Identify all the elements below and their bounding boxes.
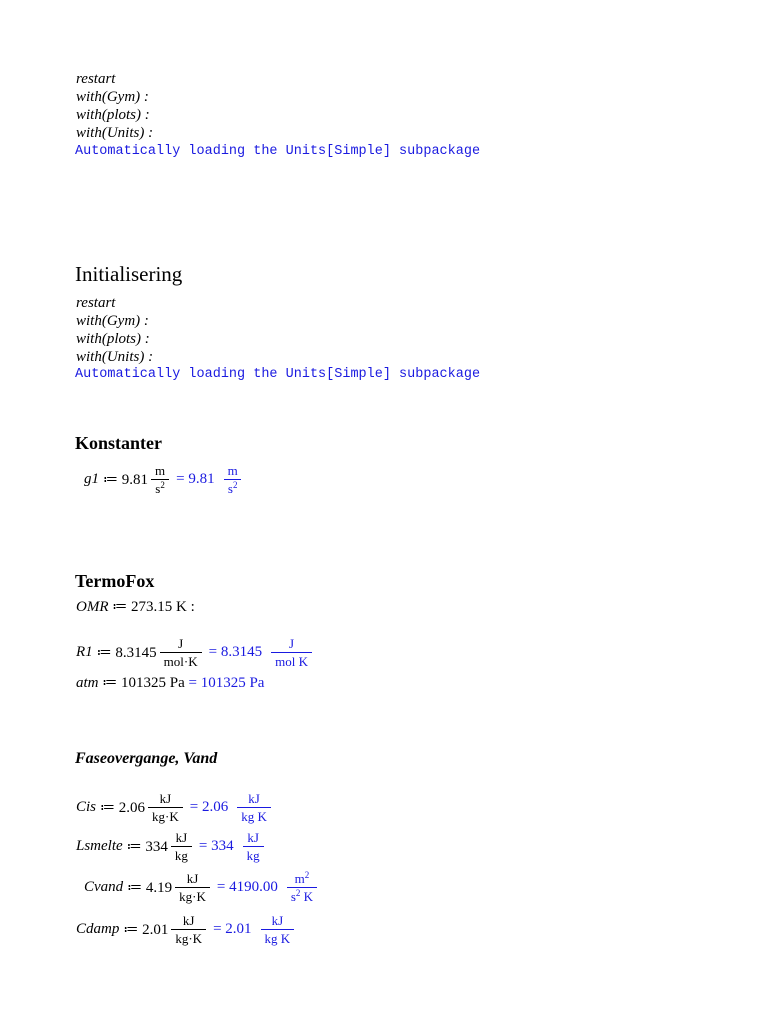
variable-name: R1 bbox=[76, 643, 93, 660]
result-unit-fraction: $\frac{kJ}{\text{kg K}}$ bbox=[237, 791, 271, 824]
command-line[interactable]: with(Units) : bbox=[76, 125, 154, 141]
assignment-value: ≔ 273.15 K : bbox=[112, 599, 195, 615]
result-value: = 101325 Pa bbox=[188, 675, 265, 691]
result-value: = 334 bbox=[198, 837, 234, 854]
equation-cdamp[interactable] bbox=[76, 910, 297, 948]
equation-atm[interactable] bbox=[76, 673, 264, 692]
section-heading: TermoFox bbox=[75, 571, 155, 591]
assignment-value: ≔ 334 bbox=[126, 838, 168, 855]
variable-name: OMR bbox=[76, 599, 109, 615]
command-line[interactable]: with(plots) : bbox=[76, 107, 150, 123]
equation-g1[interactable] bbox=[84, 460, 245, 498]
result-unit-fraction: $\frac{m^2}{s^2 K}$ bbox=[287, 871, 317, 904]
result-unit-fraction: $\frac{J}{\text{mol K}}$ bbox=[271, 636, 312, 669]
variable-name: Cdamp bbox=[76, 920, 120, 937]
command-block[interactable] bbox=[76, 294, 153, 366]
unit-fraction: $\frac{kJ}{kg\cdot K}$ bbox=[171, 913, 206, 946]
assignment-value: ≔ 8.3145 bbox=[96, 644, 157, 661]
assignment-value: ≔ 9.81 bbox=[103, 471, 148, 488]
assignment-value: ≔ 4.19 bbox=[127, 879, 173, 896]
command-line[interactable]: restart bbox=[76, 71, 116, 87]
unit-fraction: $\frac{kJ}{kg}$ bbox=[171, 830, 192, 863]
assignment-value: ≔ 101325 Pa bbox=[102, 675, 185, 691]
unit-fraction: $\frac{kJ}{kg\cdot K}$ bbox=[175, 871, 210, 904]
variable-name: Lsmelte bbox=[76, 837, 123, 854]
command-line[interactable]: restart bbox=[76, 295, 116, 311]
variable-name: atm bbox=[76, 675, 99, 691]
output-message: Automatically loading the Units[Simple] subpackage bbox=[75, 367, 481, 382]
variable-name: g1 bbox=[84, 470, 99, 487]
command-line[interactable]: with(Gym) : bbox=[76, 89, 149, 105]
command-line[interactable]: with(Units) : bbox=[76, 349, 154, 365]
equation-cis[interactable] bbox=[76, 788, 274, 826]
result-unit-fraction: $\frac{kJ}{\text{kg K}}$ bbox=[261, 913, 295, 946]
equation-cvand[interactable] bbox=[84, 868, 320, 906]
command-line[interactable]: with(plots) : bbox=[76, 331, 150, 347]
result-value: = 2.06 bbox=[189, 798, 229, 815]
result-value: = 8.3145 bbox=[208, 643, 263, 660]
result-unit-fraction: $\frac{m}{s^2}$ bbox=[224, 463, 242, 496]
command-line[interactable]: with(Gym) : bbox=[76, 313, 149, 329]
result-value: = 4190.00 bbox=[216, 878, 278, 895]
equation-r1[interactable] bbox=[76, 633, 315, 671]
unit-fraction: $\frac{m}{s^2}$ bbox=[151, 463, 169, 496]
command-block[interactable] bbox=[76, 70, 153, 142]
equation-omr[interactable] bbox=[76, 597, 195, 616]
section-heading: Konstanter bbox=[75, 433, 162, 453]
output-message: Automatically loading the Units[Simple] subpackage bbox=[75, 144, 481, 159]
variable-name: Cis bbox=[76, 798, 97, 815]
section-heading: Faseovergange, Vand bbox=[75, 750, 218, 767]
unit-fraction: $\frac{J}{\text{mol·K}}$ bbox=[160, 636, 202, 669]
result-value: = 9.81 bbox=[176, 470, 215, 487]
variable-name: Cvand bbox=[84, 878, 124, 895]
result-unit-fraction: $\frac{kJ}{kg}$ bbox=[243, 830, 264, 863]
assignment-value: ≔ 2.06 bbox=[100, 799, 146, 816]
unit-fraction: $\frac{kJ}{kg\cdot K}$ bbox=[148, 791, 183, 824]
equation-lsmelte[interactable] bbox=[76, 827, 267, 865]
result-value: = 2.01 bbox=[213, 920, 252, 937]
section-heading: Initialisering bbox=[75, 262, 183, 286]
assignment-value: ≔ 2.01 bbox=[123, 921, 169, 938]
